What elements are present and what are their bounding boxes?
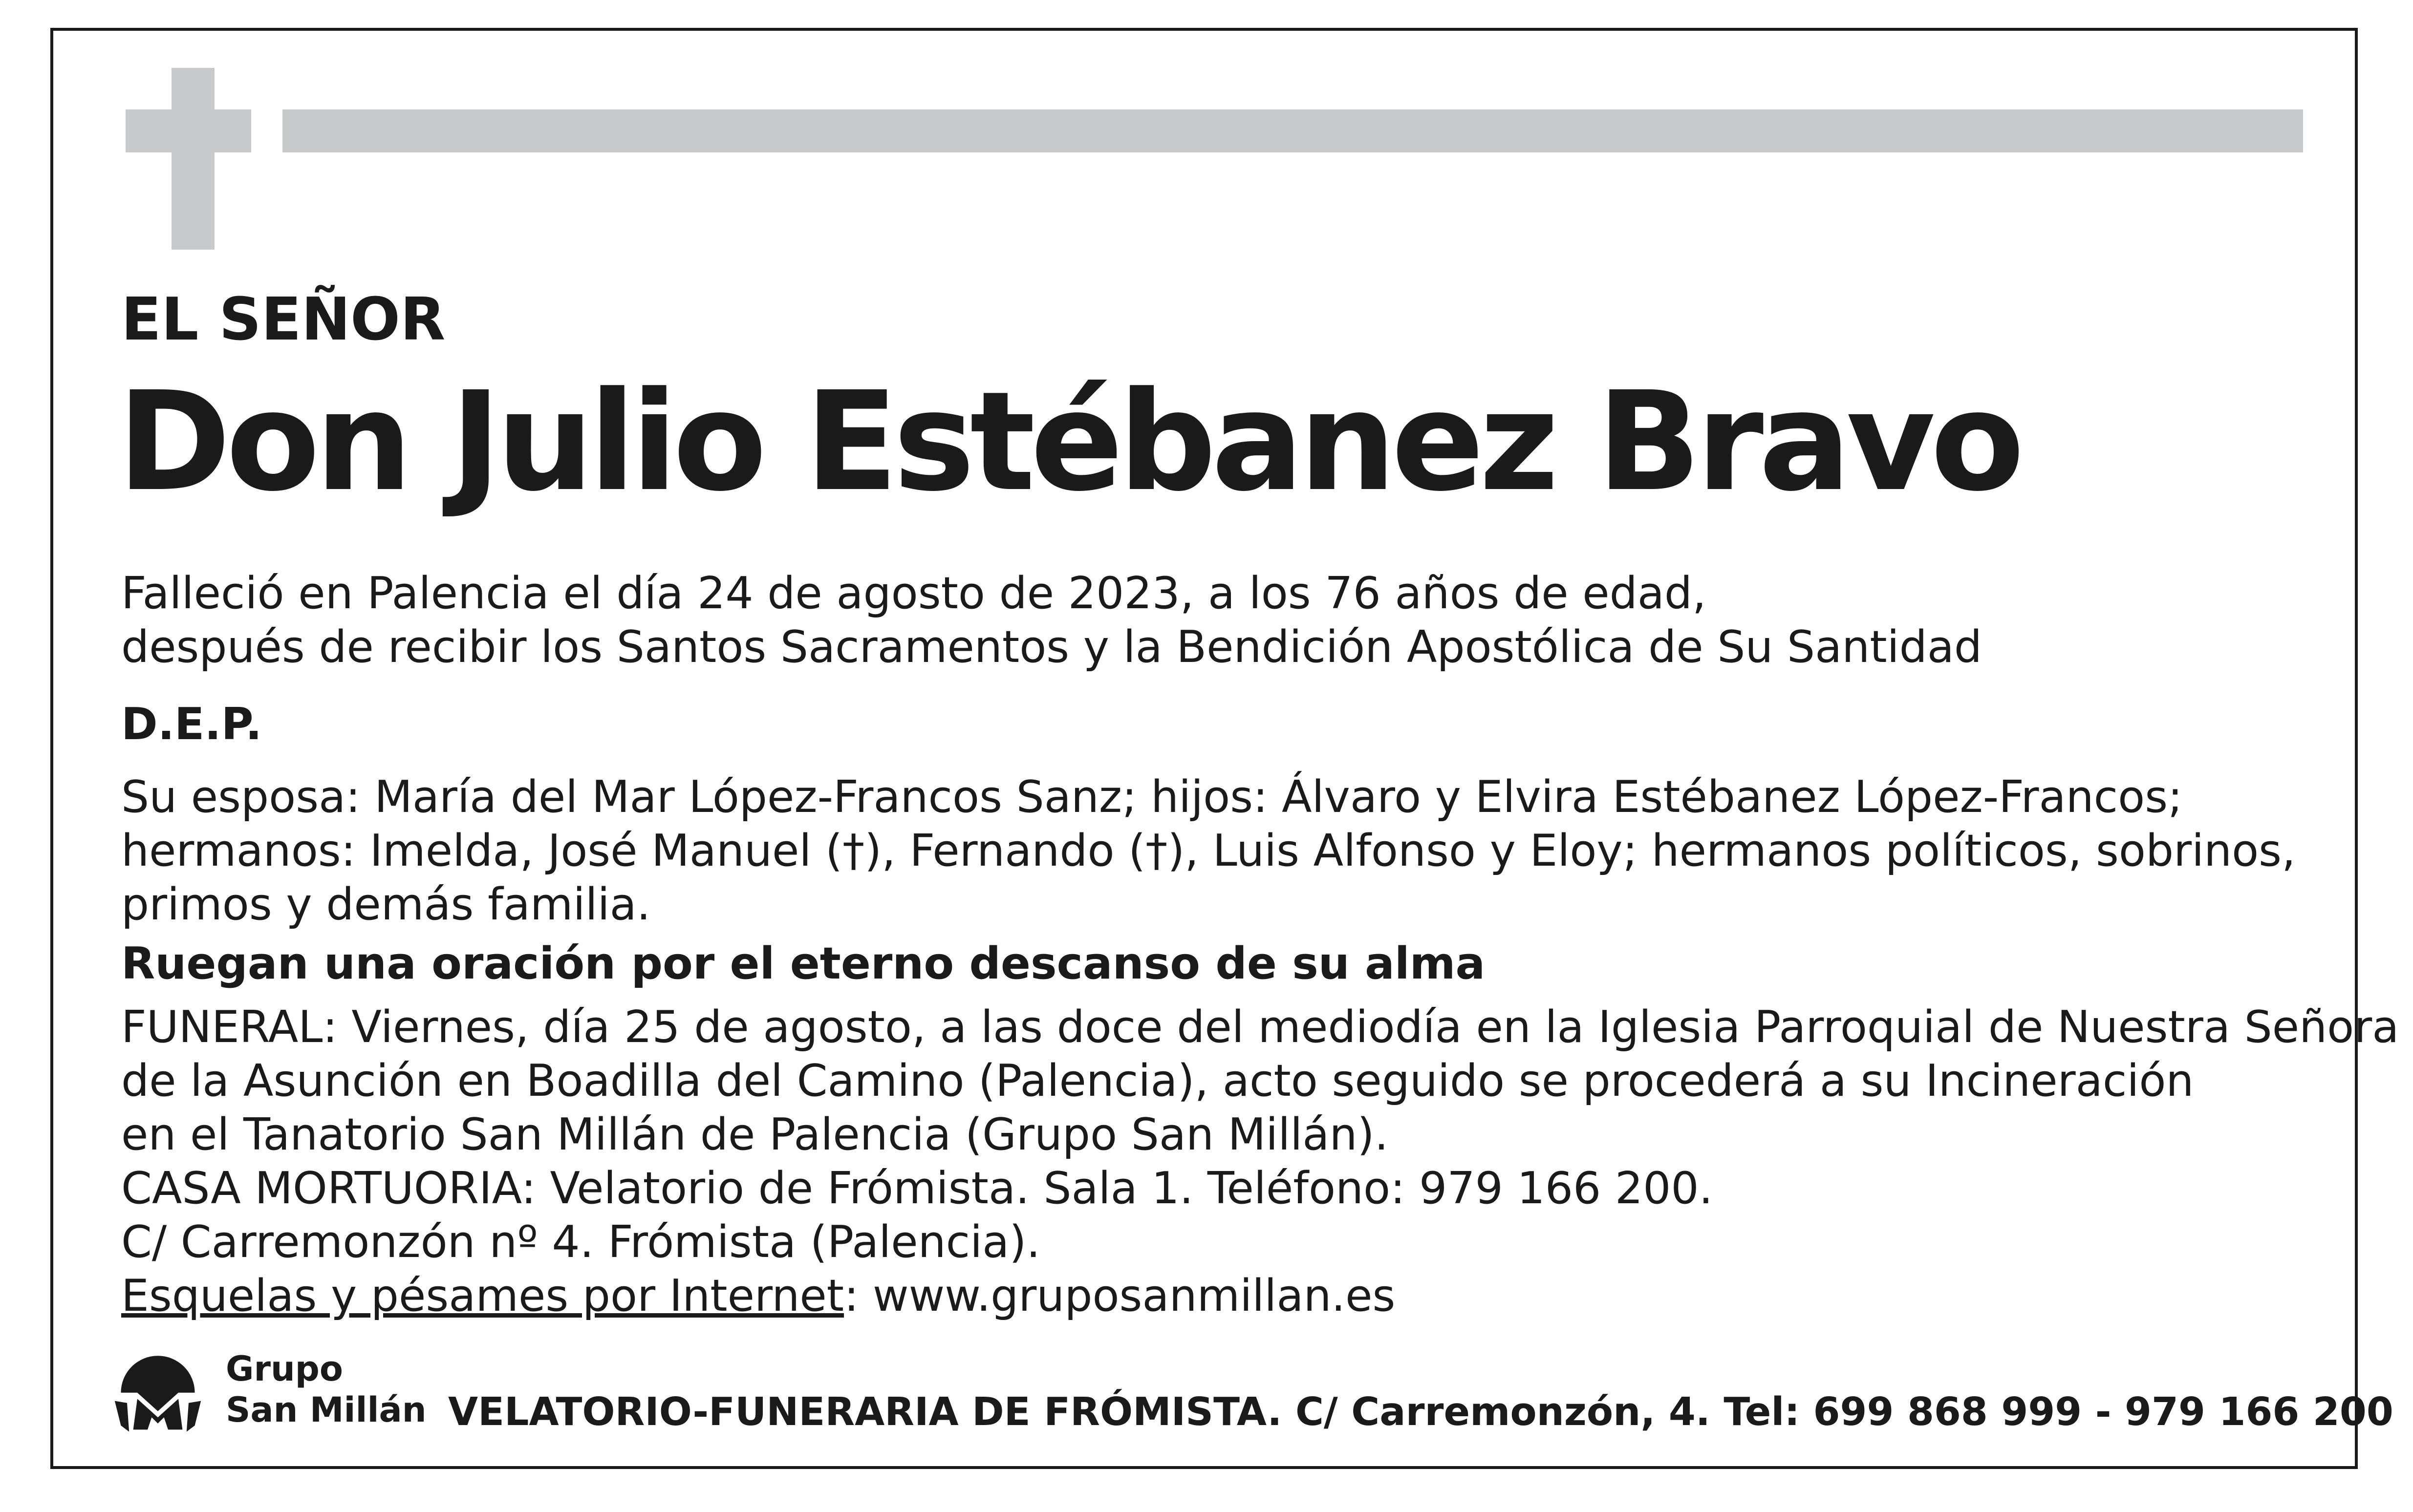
- cross-icon-vertical: [172, 68, 215, 250]
- san-millan-logo-icon: [107, 1343, 209, 1446]
- family-line-2: hermanos: Imelda, José Manuel (†), Fernando (†), Luis Alfonso y Eloy; hermanos políticos, sobrinos,: [121, 825, 2296, 876]
- death-announcement: [121, 567, 1982, 674]
- announcement-line-1: Falleció en Palencia el día 24 de agosto de 2023, a los 76 años de edad,: [121, 568, 1706, 619]
- funeral-line-3: en el Tanatorio San Millán de Palencia (Grupo San Millán).: [121, 1109, 1389, 1160]
- funeral-line-2: de la Asunción en Boadilla del Camino (Palencia), acto seguido se procederá a su Incineración: [121, 1055, 2194, 1107]
- honorific: EL SEÑOR: [121, 286, 446, 354]
- announcement-line-2: después de recibir los Santos Sacramentos y la Bendición Apostólica de Su Santidad: [121, 621, 1982, 673]
- deceased-name: Don Julio Estébanez Bravo: [117, 362, 2020, 522]
- funeral-home-contact: VELATORIO-FUNERARIA DE FRÓMISTA. C/ Carremonzón, 4. Tel: 699 868 999 - 979 166 200: [448, 1389, 2393, 1434]
- internet-line: [121, 1269, 2399, 1323]
- funeral-line-1: FUNERAL: Viernes, día 25 de agosto, a las doce del mediodía en la Iglesia Parroquial de Nuestra Señora: [121, 1001, 2399, 1053]
- logo-text-line-1: Grupo: [226, 1349, 344, 1389]
- funeral-details: [121, 1001, 2399, 1323]
- family-line-3: primos y demás familia.: [121, 879, 651, 930]
- prayer-request: Ruegan una oración por el eterno descanso de su alma: [121, 938, 1486, 989]
- internet-url: : www.gruposanmillan.es: [844, 1270, 1396, 1321]
- funeral-line-4: CASA MORTUORIA: Velatorio de Frómista. Sala 1. Teléfono: 979 166 200.: [121, 1163, 1713, 1214]
- cross-icon-horizontal: [126, 109, 251, 152]
- funeral-line-5: C/ Carremonzón nº 4. Frómista (Palencia).: [121, 1216, 1041, 1268]
- logo-text-line-2: San Millán: [226, 1390, 427, 1430]
- logo-text: [226, 1348, 427, 1430]
- internet-label: Esquelas y pésames por Internet: [121, 1270, 844, 1321]
- header-bar: [282, 109, 2303, 152]
- dep-label: D.E.P.: [121, 699, 262, 750]
- family-line-1: Su esposa: María del Mar López-Francos Sanz; hijos: Álvaro y Elvira Estébanez López-Francos;: [121, 771, 2183, 823]
- family-list: [121, 770, 2296, 932]
